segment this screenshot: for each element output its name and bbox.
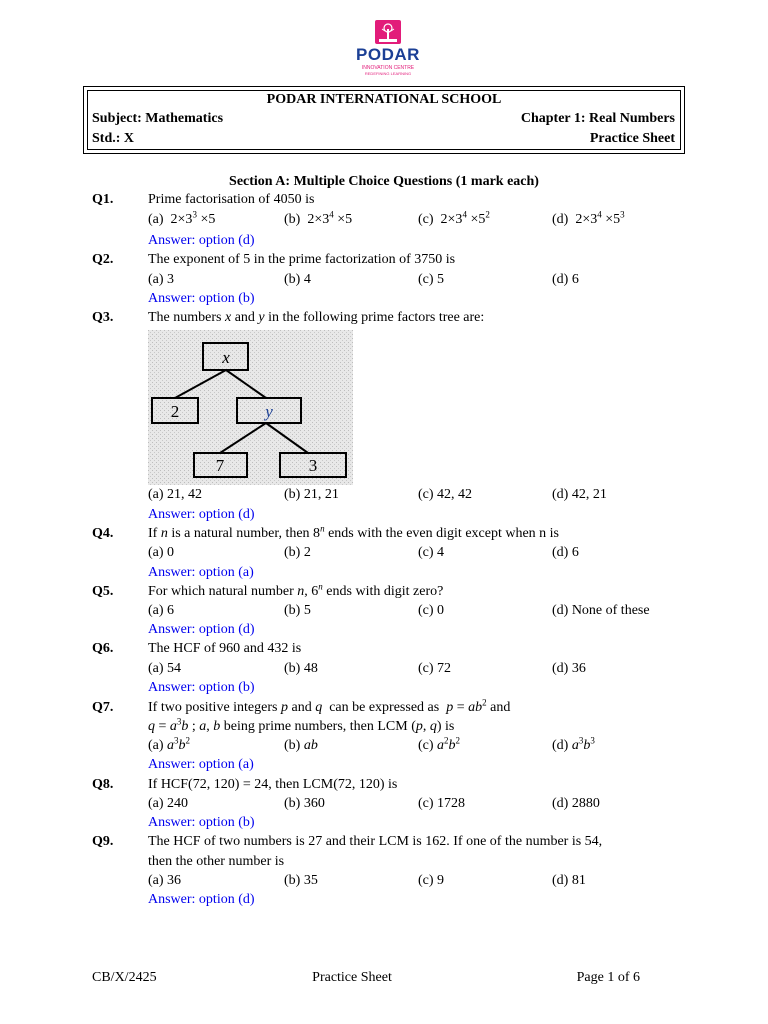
footer-title: Practice Sheet (312, 970, 392, 985)
q3-option-b: (b) 21, 21 (284, 487, 339, 502)
q7-text-line2: $q = a^3b$ ; a, b being prime numbers, then LCM (p, q) is (148, 716, 455, 734)
tree-label-y: y (265, 402, 273, 421)
q5-option-a: (a) 6 (148, 603, 175, 618)
q9-option-d: (d) 81 (552, 873, 586, 888)
q4-answer: Answer: option (a) (148, 565, 254, 580)
chapter: Chapter 1: Real Numbers (520, 111, 675, 126)
tree-label-2: 2 (170, 402, 180, 421)
q2-option-a: (a) 3 (148, 272, 175, 287)
tree-emblem-icon (375, 20, 401, 44)
q6-text: The HCF of 960 and 432 is (148, 641, 302, 656)
q6-option-a: (a) 54 (148, 661, 182, 676)
q3-text: The numbers x and y in the following prime factors tree are: (148, 310, 485, 325)
q2-option-d: (d) 6 (552, 272, 579, 287)
q5-option-b: (b) 5 (284, 603, 311, 618)
q8-option-d: (d) 2880 (552, 796, 600, 811)
q3-option-c: (c) 42, 42 (418, 487, 473, 502)
q3-option-d: (d) 42, 21 (552, 487, 607, 502)
q9-answer: Answer: option (d) (148, 892, 255, 907)
q4-text: If n is a natural number, then 8$^n$ ends with the even digit except when n is (148, 523, 560, 541)
q1-option-a: (a) $2\times 3^3 \times 5$ (148, 209, 216, 227)
q2-answer: Answer: option (b) (148, 291, 255, 306)
q6-option-b: (b) 48 (284, 661, 318, 676)
prime-factor-tree-figure (148, 330, 353, 485)
subject: Subject: Mathematics (92, 111, 224, 126)
q8-text: If HCF(72, 120) = 24, then LCM(72, 120) is (148, 777, 398, 792)
q9-option-b: (b) 35 (284, 873, 318, 888)
q7-option-b: (b) ab (284, 738, 318, 753)
q4-option-c: (c) 4 (418, 545, 445, 560)
q5-option-c: (c) 0 (418, 603, 445, 618)
q8-answer: Answer: option (b) (148, 815, 255, 830)
q2-option-c: (c) 5 (418, 272, 445, 287)
q2-option-b: (b) 4 (284, 272, 311, 287)
q4-option-a: (a) 0 (148, 545, 175, 560)
q1-number: Q1. (92, 192, 114, 207)
q8-option-b: (b) 360 (284, 796, 325, 811)
school-name: PODAR INTERNATIONAL SCHOOL (266, 92, 502, 107)
footer-page: Page 1 of 6 (576, 970, 640, 985)
section-title: Section A: Multiple Choice Questions (1 mark each) (229, 174, 539, 189)
q3-number: Q3. (92, 310, 114, 325)
q1-text: Prime factorisation of 4050 is (148, 192, 315, 207)
q4-option-d: (d) 6 (552, 545, 579, 560)
q6-option-c: (c) 72 (418, 661, 452, 676)
q6-answer: Answer: option (b) (148, 680, 255, 695)
q7-option-a: (a) $a^3b^2$ (148, 735, 191, 753)
q6-option-d: (d) 36 (552, 661, 586, 676)
q1-option-b: (b) $2\times 3^4 \times 5$ (284, 209, 353, 227)
q5-option-d: (d) None of these (552, 603, 650, 618)
q9-text-line2: then the other number is (148, 854, 285, 869)
q2-text: The exponent of 5 in the prime factorization of 3750 is (148, 252, 456, 267)
q9-option-a: (a) 36 (148, 873, 182, 888)
tree-label-3: 3 (308, 456, 318, 475)
q4-option-b: (b) 2 (284, 545, 311, 560)
std: Std.: X (92, 131, 135, 146)
q3-option-a: (a) 21, 42 (148, 487, 203, 502)
tree-label-x: x (222, 348, 230, 367)
q5-text: For which natural number n, 6$^n$ ends with digit zero? (148, 581, 444, 599)
q9-number: Q9. (92, 834, 114, 849)
q1-option-c: (c) $2\times 3^4 \times 5^2$ (418, 209, 490, 227)
q7-answer: Answer: option (a) (148, 757, 254, 772)
q7-number: Q7. (92, 700, 114, 715)
q8-option-c: (c) 1728 (418, 796, 466, 811)
q7-option-d: (d) $a^3b^3$ (552, 735, 595, 753)
q9-option-c: (c) 9 (418, 873, 445, 888)
q7-text-line1: If two positive integers p and q can be expressed as $p = ab^2$ and (148, 697, 511, 715)
q4-number: Q4. (92, 526, 114, 541)
logo-tagline: REDEFINING LEARNING (364, 71, 412, 76)
q1-option-d: (d) $2\times 3^4 \times 5^3$ (552, 209, 625, 227)
q9-text-line1: The HCF of two numbers is 27 and their LCM is 162. If one of the number is 54, (148, 834, 603, 849)
q7-option-c: (c) $a^2b^2$ (418, 735, 461, 753)
q6-number: Q6. (92, 641, 114, 656)
podar-logo (352, 20, 424, 76)
q8-option-a: (a) 240 (148, 796, 189, 811)
tree-label-7: 7 (215, 456, 225, 475)
q8-number: Q8. (92, 777, 114, 792)
q5-answer: Answer: option (d) (148, 622, 255, 637)
logo-name: PODAR (356, 45, 420, 64)
sheet-type: Practice Sheet (589, 131, 675, 146)
footer-code: CB/X/2425 (92, 970, 157, 985)
q2-number: Q2. (92, 252, 114, 267)
logo-subtitle: INNOVATION CENTRE (361, 65, 415, 71)
q1-answer: Answer: option (d) (148, 233, 255, 248)
q5-number: Q5. (92, 584, 114, 599)
q3-answer: Answer: option (d) (148, 507, 255, 522)
